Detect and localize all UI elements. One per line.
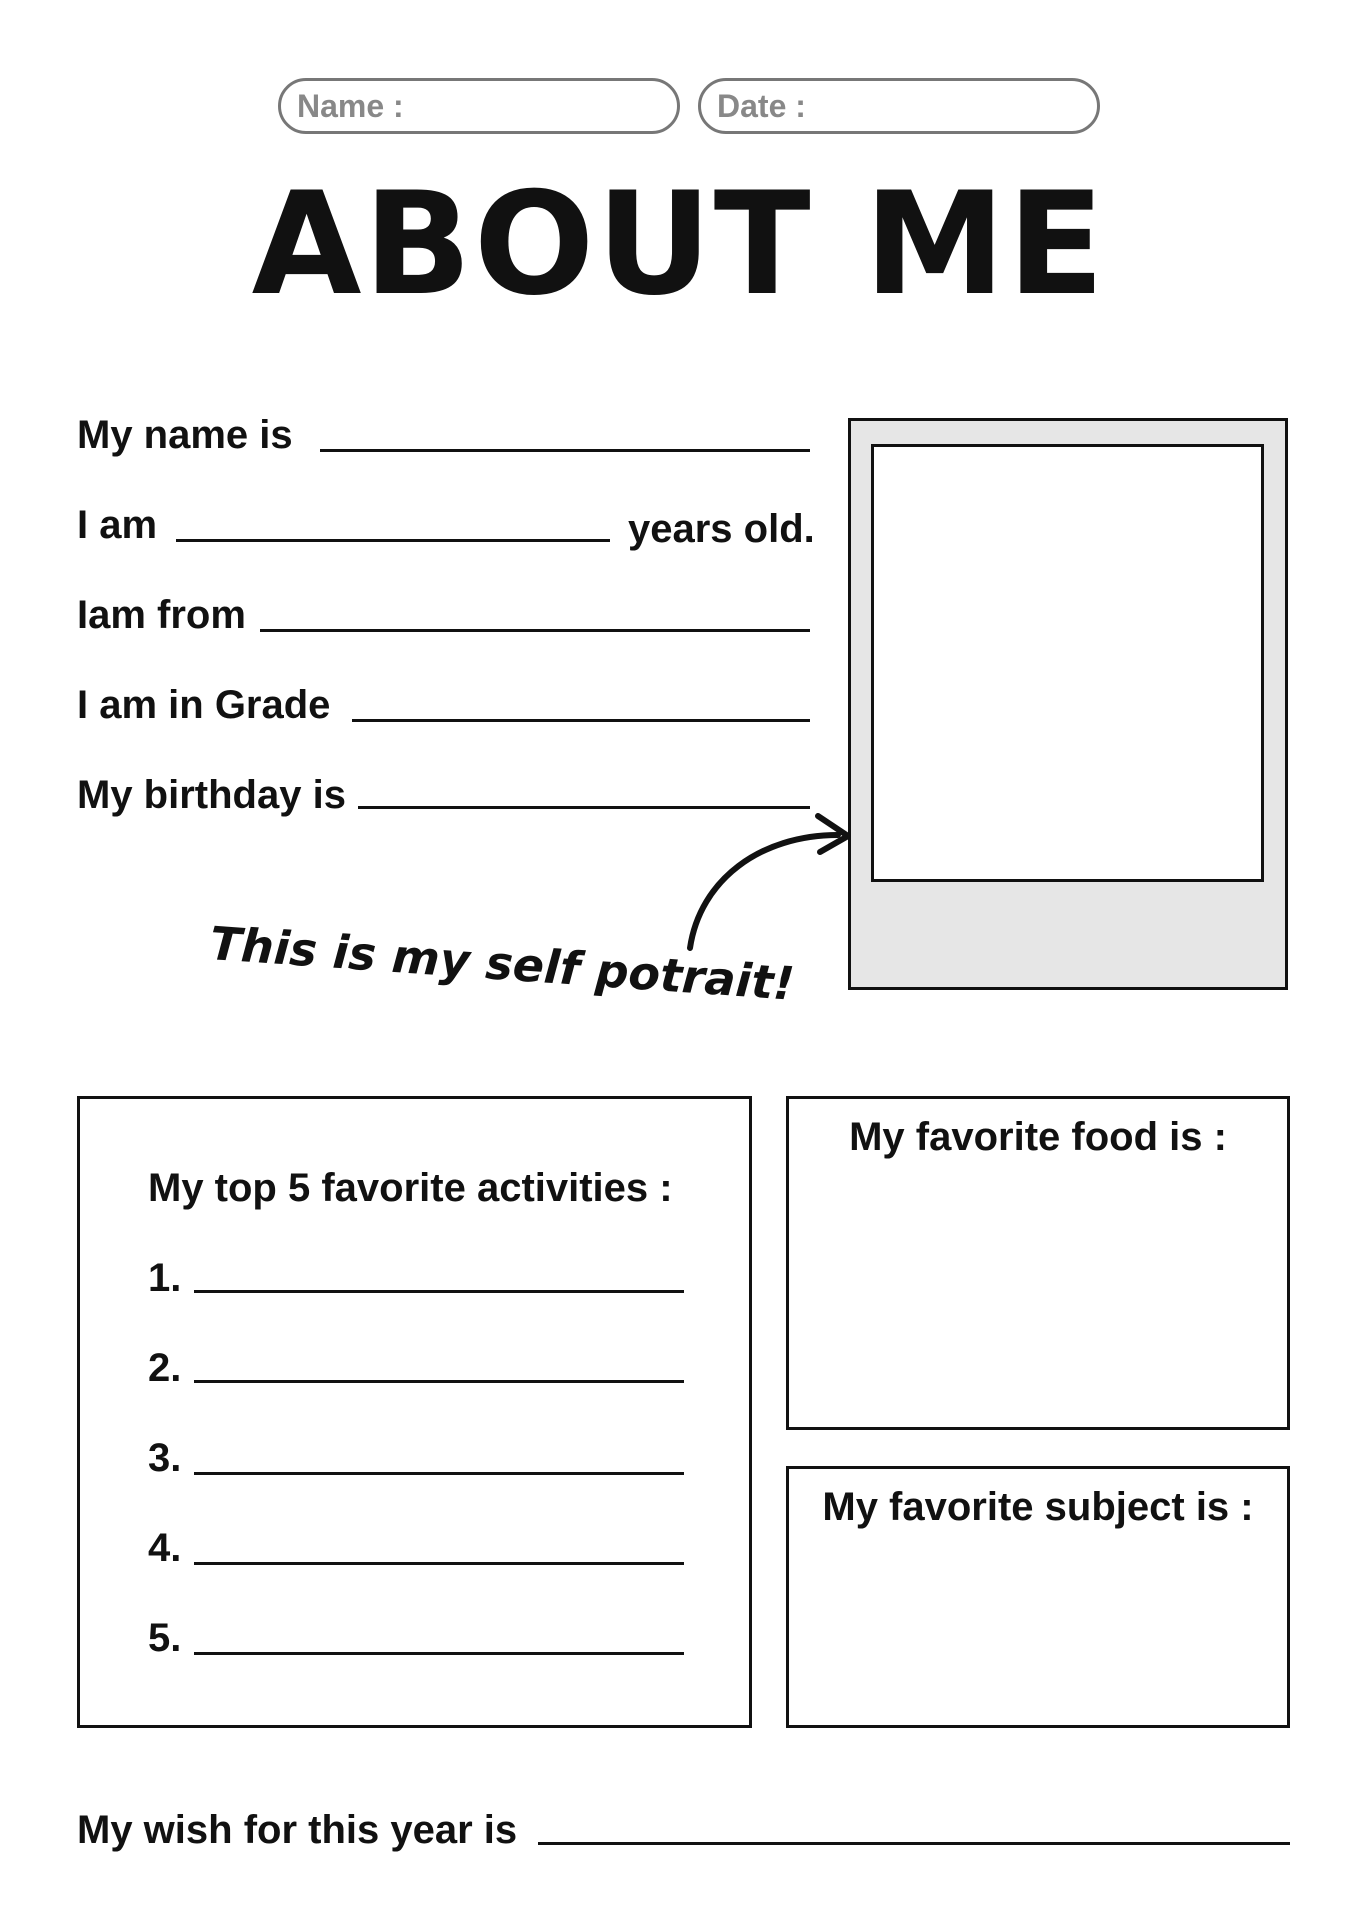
age-label: I am — [77, 503, 158, 547]
activity-number-5: 5. — [148, 1616, 182, 1660]
subject-title: My favorite subject is : — [822, 1485, 1254, 1529]
wish-label: My wish for this year is — [77, 1808, 518, 1852]
grade-label: I am in Grade — [77, 683, 331, 727]
subject-box[interactable] — [786, 1466, 1290, 1728]
activity-line-5[interactable] — [194, 1652, 684, 1655]
activities-title: My top 5 favorite activities : — [148, 1166, 673, 1210]
wish-line[interactable] — [538, 1842, 1290, 1845]
birthday-label: My birthday is — [77, 773, 346, 817]
activity-number-4: 4. — [148, 1526, 182, 1570]
activity-number-3: 3. — [148, 1436, 182, 1480]
activity-line-2[interactable] — [194, 1380, 684, 1383]
age-suffix: years old. — [628, 507, 815, 551]
activity-line-3[interactable] — [194, 1472, 684, 1475]
from-label: Iam from — [77, 593, 246, 637]
food-box[interactable] — [786, 1096, 1290, 1430]
page-title: ABOUT ME — [251, 162, 1107, 327]
activity-line-4[interactable] — [194, 1562, 684, 1565]
activity-number-1: 1. — [148, 1256, 182, 1300]
food-title: My favorite food is : — [849, 1115, 1227, 1159]
date-field-label: Date : — [717, 88, 806, 124]
name-field-label: Name : — [297, 88, 404, 124]
activity-number-2: 2. — [148, 1346, 182, 1390]
portrait-caption: This is my self potrait! — [208, 916, 797, 1011]
activity-line-1[interactable] — [194, 1290, 684, 1293]
name-label: My name is — [77, 413, 293, 457]
